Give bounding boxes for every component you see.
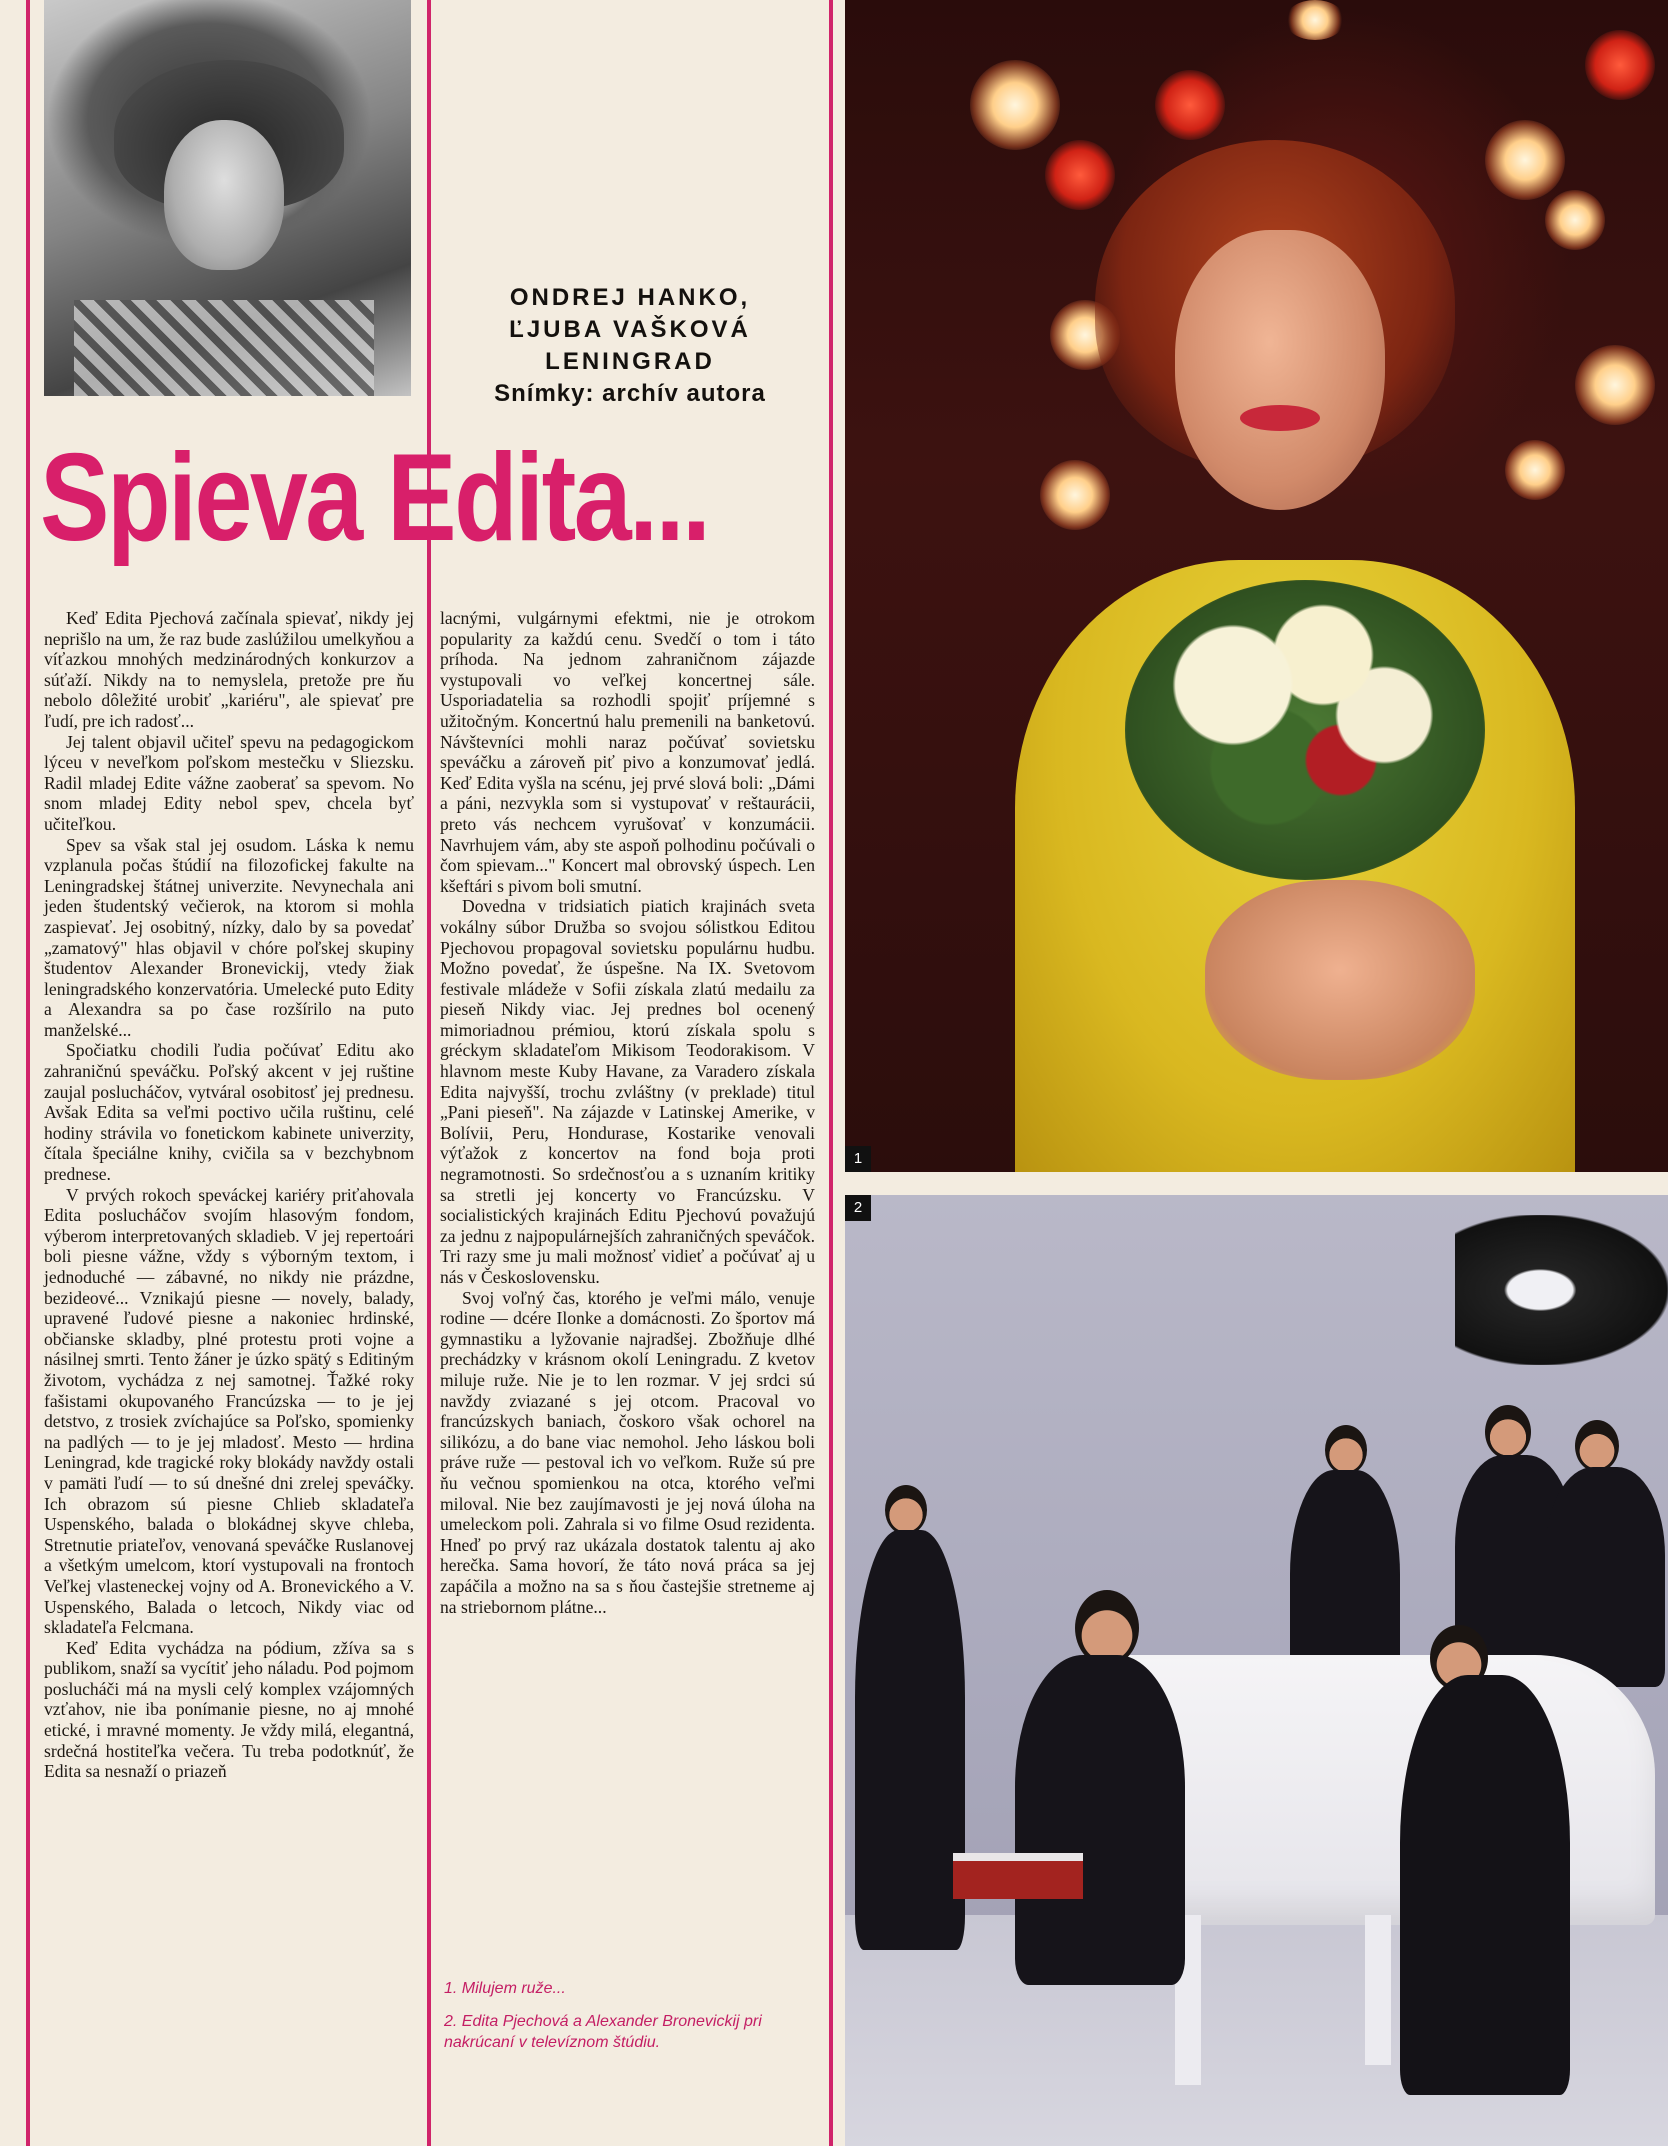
article-column-2	[440, 608, 815, 1617]
byline-author-2: ĽJUBA VAŠKOVÁ	[509, 316, 751, 343]
byline-place: LENINGRAD	[545, 348, 715, 375]
singer-black-dress	[1400, 1675, 1570, 2095]
paragraph-continued: lacnými, vulgárnymi efektmi, nie je otrokom popularity za každú cenu. Svedčí o tom i táto príhoda. Na jednom zahraničnom zájazde vystupovali vo veľkej koncertnej sále. Usporiadatelia sa rozhodli spojiť príjemné s užitočným. Koncertnú halu premenili na banketovú. Návštevníci mohli naraz počúvať sovietsku speváčku a zároveň piť pivo a konzumovať jedlá. Keď Edita vyšla na scénu, jej prvé slová boli: „Dámi a páni, nezvykla som si vystupovať v reštaurácii, preto vás nechcem vyrušovať v konzumácii. Navrhujem vám, aby ste aspoň polhodinu počúvali o čom spievam..." Koncert mal obrovský úspech. Len kšeftári s pivom boli smutní.	[440, 608, 815, 896]
paragraph: Dovedna v tridsiatich piatich krajinách sveta vokálny súbor Družba so svojou sólistkou Editou Pjechovou propagoval sovietsku populárnu hudbu. Možno povedať, že úspešne. Na IX. Svetovom festivale mládeže v Sofii získala zlatú medailu za pieseň Nikdy viac. Jej prednes bol ocenený mimoriadnou prémiou, ktorú získala spolu s gréckym skladateľom Mikisom Teodorakisom. V hlavnom meste Kuby Havane, za Varadero získala Edita najvyšší, trochu zvláštny (v preklade) titul „Pani pieseň". Na zájazde v Latinskej Amerike, v Bolívii, Peru, Hondurase, Kostarike venovali výťažok z koncertov na fond boja proti negramotnosti. So srdečnosťou a s uznaním kritiky sa stretli jej koncerty vo Francúzsku. V socialistických krajinách Editu Pjechovú považujú za jednu z najpopulárnejších zahraničných speváčok. Tri razy sme ju mali možnosť vidieť a počúvať aj u nás v Československu.	[440, 896, 815, 1287]
rose-bouquet	[1125, 580, 1485, 880]
paragraph: Keď Edita Pjechová začínala spievať, nikdy jej neprišlo na um, že raz bude zaslúžilou umelkyňou a víťazkou mnohých medzinárodných konkurzov a súťaží. Nikdy na to nemyslela, pretože pre ňu nebolo dôležité urobiť „kariéru", ale spievať pre ľudí, pre ich radosť...	[44, 608, 414, 731]
violinist-head	[885, 1485, 927, 1535]
paragraph: Spev sa však stal jej osudom. Láska k nemu vzplanula počas štúdií na filozofickej fakulte na Leningradskej štátnej univerzite. Nevynechala ani jeden študentský večierok, na ktorom si mohla zaspievať. Jej osobitný, nízky, dalo by sa povedať „zamatový" hlas objavil v chóre poľskej skupiny študentov Alexander Bronevickij, vtedy žiak leningradského konzervatória. Umelecké puto Edity a Alexandra sa po čase rozšírilo na puto manželské...	[44, 834, 414, 1040]
stage-light	[1485, 120, 1565, 200]
stage-light	[1285, 0, 1345, 40]
article-column-1	[44, 608, 414, 1782]
piano-bench	[953, 1853, 1083, 1899]
caption-1: 1. Milujem ruže...	[444, 1980, 566, 1997]
paragraph: Svoj voľný čas, ktorého je veľmi málo, venuje rodine — dcére Ilonke a domácnosti. Zo športov má gymnastiku a lyžovanie najradšej. Zbožňuje dlhé prechádzky v krásnom okolí Leningradu. Z kvetov miluje ruže. Nie je to len rozmar. V jej srdci sú navždy zviazané s jej otcom. Pracoval vo francúzskych baniach, čoskoro však ochorel na silikózu, a do bane viac nemohol. Jeho láskou boli práve ruže — pestoval ich vo veľkom. Ruže sú pre ňu večnou spomienkou na otca, ktorého veľmi miloval. Nie bez zaujímavosti je jej nová úloha na umeleckom poli. Zahrala si vo filme Osud rezidenta. Hneď po prvý raz ukázala dostatok talentu aj ako herečka. Sama hovorí, že táto nová práca sa jej zapáčila a možno na sa s ňou častejšie stretneme aj na striebornom plátne...	[440, 1287, 815, 1617]
violinist-head	[1325, 1425, 1367, 1475]
right-magenta-rule	[829, 0, 833, 2146]
stage-light	[1505, 440, 1565, 500]
paragraph: Jej talent objavil učiteľ spevu na pedagogickom lýceu v neveľkom poľskom mestečku v Sliezsku. Radil mladej Edite vážne zaoberať sa spevom. No snom mladej Edity nebol spev, chcela byť učiteľkou.	[44, 731, 414, 834]
left-magenta-rule	[26, 0, 30, 2146]
byline-author-1: ONDREJ HANKO,	[509, 284, 751, 311]
stage-light	[970, 60, 1060, 150]
portrait-photo-bw	[44, 0, 411, 396]
byline-photo-credit: Snímky: archív autora	[494, 380, 766, 407]
paragraph: V prvých rokoch speváckej kariéry priťahovala Edita poslucháčov svojím hlasovým fondom, výberom interpretovaných skladieb. V jej repertoári boli piesne vážne, vždy s výborným textom, i jednoduché — zábavné, no nikdy nie prázdne, bezideové... Vznikajú piesne — novely, balady, upravené ľudové piesne a nakoniec hrdinské, občianske skladby, plné protestu proti vojne a násilnej smrti. Tento žáner je úzko spätý s Editiným životom, vychádza z nej samotnej. Ťažké roky fašistami okupovaného Francúzska — to je jej detstvo, z trosiek zvíchajúce sa Poľsko, spomienky na padlých — to je jej mladosť. Mesto — hrdina Leningrad, kde tragické roky blokády navždy ostali v pamäti ľudí — to sú dnešné dni zrelej speváčky. Ich obrazom sú piesne Chlieb skladateľa Uspenského, balada o blokádnej skyve chleba, Stretnutie priateľov, venovaná speváčke Ruslanovej a všetkým umelcom, ktorí vystupovali na frontoch Veľkej vlasteneckej vojny od A. Bronevického a V. Uspenského, Balada o letcoch, Nikdy viac od skladateľa Felcmana.	[44, 1184, 414, 1638]
violinist-left	[855, 1530, 965, 1950]
middle-magenta-rule	[427, 0, 431, 2146]
piano-leg	[1365, 1915, 1391, 2065]
stage-light	[1045, 140, 1115, 210]
pianist	[1015, 1655, 1185, 1985]
article-headline: Spieva Edita...	[40, 429, 709, 567]
photo-tv-studio	[845, 1195, 1668, 2146]
caption-2: 2. Edita Pjechová a Alexander Bronevickij pri nakrúcaní v televíznom štúdiu.	[444, 2013, 762, 2051]
byline	[440, 282, 820, 410]
portrait-collar	[74, 300, 374, 396]
stage-light	[1155, 70, 1225, 140]
photo-number-2: 2	[845, 1195, 871, 1221]
stage-light	[1545, 190, 1605, 250]
paragraph: Spočiatku chodili ľudia počúvať Editu ako zahraničnú speváčku. Poľský akcent v jej ruštine zaujal poslucháčov, vytváral osobitosť jej prednesu. Avšak Edita sa veľmi poctivo učila ruštinu, celé hodiny strávila vo fonetickom kabinete univerzity, čítala špeciálne knihy, cvičila sa v bezchybnom prednese.	[44, 1040, 414, 1185]
stage-light	[1040, 460, 1110, 530]
musician-far-right	[1545, 1467, 1665, 1687]
studio-spotlight	[1455, 1215, 1668, 1365]
singer-lips	[1240, 405, 1320, 431]
photo-singer-with-roses	[845, 0, 1668, 1172]
musician-head	[1485, 1405, 1531, 1459]
singer-face	[1175, 230, 1385, 510]
photo-captions	[444, 1978, 819, 2065]
singer-hands	[1205, 880, 1475, 1080]
paragraph: Keď Edita vychádza na pódium, zžíva sa s publikom, snaží sa vycítiť jeho náladu. Pod pojmom poslucháči má na mysli celý komplex vzájomných vzťahov, nie iba ponímanie piesne, no aj mnohé etické, i mravné momenty. Je vždy milá, elegantná, srdečná hostiteľka večera. Tu treba podotknúť, že Edita sa nesnaží o priazeň	[44, 1637, 414, 1782]
stage-light	[1575, 345, 1655, 425]
photo-number-1: 1	[845, 1146, 871, 1172]
portrait-face	[164, 120, 284, 270]
stage-light	[1585, 30, 1655, 100]
musician-head	[1575, 1420, 1619, 1472]
